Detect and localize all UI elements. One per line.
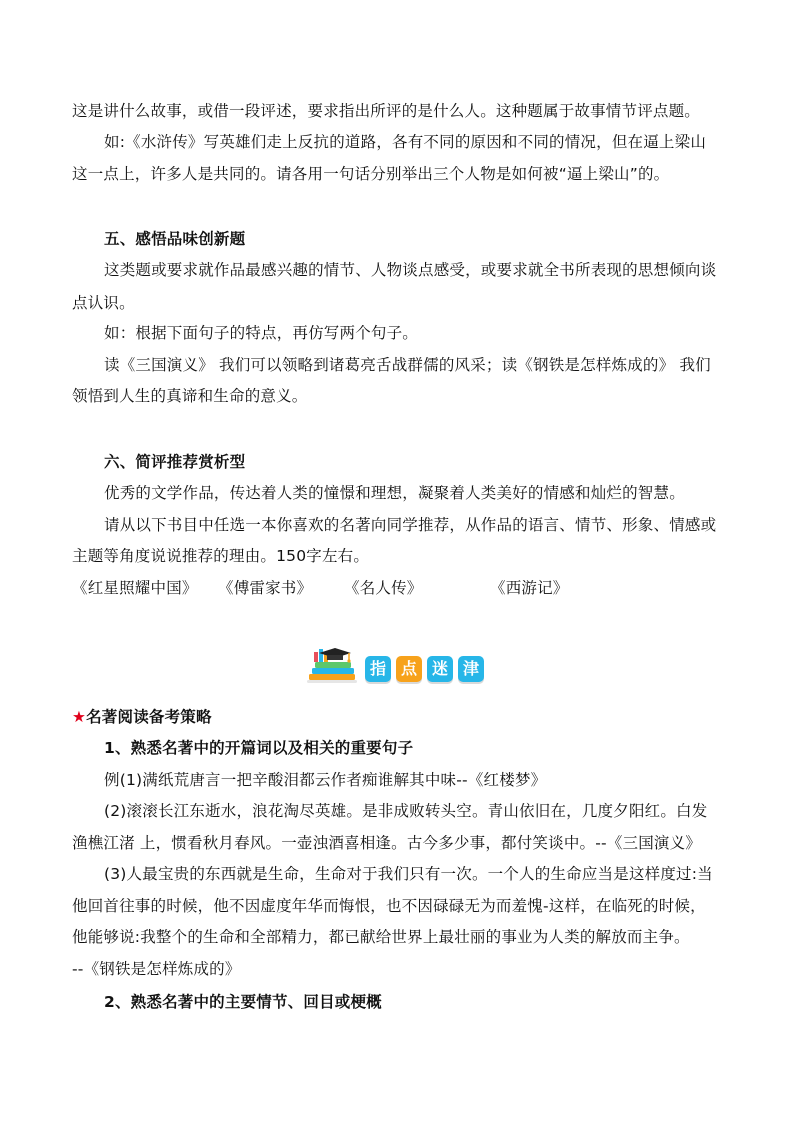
paragraph-line: 这是讲什么故事，或借一段评述，要求指出所评的是什么人。这种题属于故事情节评点题。 bbox=[72, 102, 701, 120]
paragraph-line: 这类题或要求就作品最感兴趣的情节、人物谈点感受，或要求就全书所表现的思想倾向谈 bbox=[104, 261, 717, 279]
banner-char-tile: 迷 bbox=[427, 656, 453, 682]
paragraph-line: 优秀的文学作品，传达着人类的憧憬和理想，凝聚着人类美好的情感和灿烂的智慧。 bbox=[104, 484, 685, 502]
example-line: 例(1)满纸荒唐言一把辛酸泪都云作者痴谁解其中味--《红楼梦》 bbox=[104, 771, 547, 789]
paragraph-line: 请从以下书目中任选一本你喜欢的名著向同学推荐，从作品的语言、情节、形象、情感或 bbox=[104, 516, 717, 534]
book-title: 《红星照耀中国》 bbox=[72, 579, 198, 597]
banner-char-tile: 指 bbox=[365, 656, 391, 682]
example-line: --《钢铁是怎样炼成的》 bbox=[72, 960, 241, 978]
paragraph-line: 如：根据下面句子的特点，再仿写两个句子。 bbox=[104, 324, 419, 342]
paragraph-line: 如:《水浒传》写英雄们走上反抗的道路，各有不同的原因和不同的情况，但在逼上梁山 bbox=[104, 133, 707, 151]
paragraph-line: 这一点上，许多人是共同的。请各用一句话分别举出三个人物是如何被“逼上梁山”的。 bbox=[72, 165, 670, 183]
example-line: 他能够说:我整个的生命和全部精力，都已献给世界上最壮丽的事业为人类的解放而主争。 bbox=[72, 928, 690, 946]
banner-char-tile: 点 bbox=[396, 656, 422, 682]
books-graduation-cap-icon bbox=[305, 644, 361, 688]
strategy-item-heading: 1、熟悉名著中的开篇词以及相关的重要句子 bbox=[104, 739, 414, 757]
strategy-title bbox=[72, 706, 722, 728]
star-icon: ★ bbox=[72, 708, 87, 726]
book-title: 《西游记》 bbox=[490, 579, 569, 597]
example-line: 他回首往事的时候，他不因虚度年华而悔恨，也不因碌碌无为而羞愧-这样，在临死的时候， bbox=[72, 897, 706, 915]
paragraph-line: 主题等角度说说推荐的理由。150字左右。 bbox=[72, 547, 370, 565]
banner-char-tile: 津 bbox=[458, 656, 484, 682]
paragraph-line: 读《三国演义》 我们可以领略到诸葛亮舌战群儒的风采；读《钢铁是怎样炼成的》 我们 bbox=[104, 356, 711, 374]
book-title: 《傅雷家书》 bbox=[218, 579, 313, 597]
tips-banner bbox=[305, 644, 485, 688]
paragraph-line: 领悟到人生的真谛和生命的意义。 bbox=[72, 387, 308, 405]
strategy-item-heading: 2、熟悉名著中的主要情节、回目或梗概 bbox=[104, 993, 382, 1011]
paragraph-line: 点认识。 bbox=[72, 294, 135, 312]
example-line: (3)人最宝贵的东西就是生命，生命对于我们只有一次。一个人的生命应当是这样度过:当 bbox=[104, 865, 713, 883]
example-line: (2)滚滚长江东逝水，浪花淘尽英雄。是非成败转头空。青山依旧在，几度夕阳红。白发 bbox=[104, 802, 708, 820]
section-heading-6: 六、简评推荐赏析型 bbox=[104, 453, 246, 471]
book-title: 《名人传》 bbox=[344, 579, 423, 597]
section-heading-5: 五、感悟品味创新题 bbox=[104, 230, 246, 248]
strategy-title-text: 名著阅读备考策略 bbox=[86, 708, 212, 726]
example-line: 渔樵江渚 上，惯看秋月春风。一壶浊酒喜相逢。古今多少事，都付笑谈中。--《三国演义》 bbox=[72, 834, 702, 852]
book-list bbox=[72, 577, 722, 599]
